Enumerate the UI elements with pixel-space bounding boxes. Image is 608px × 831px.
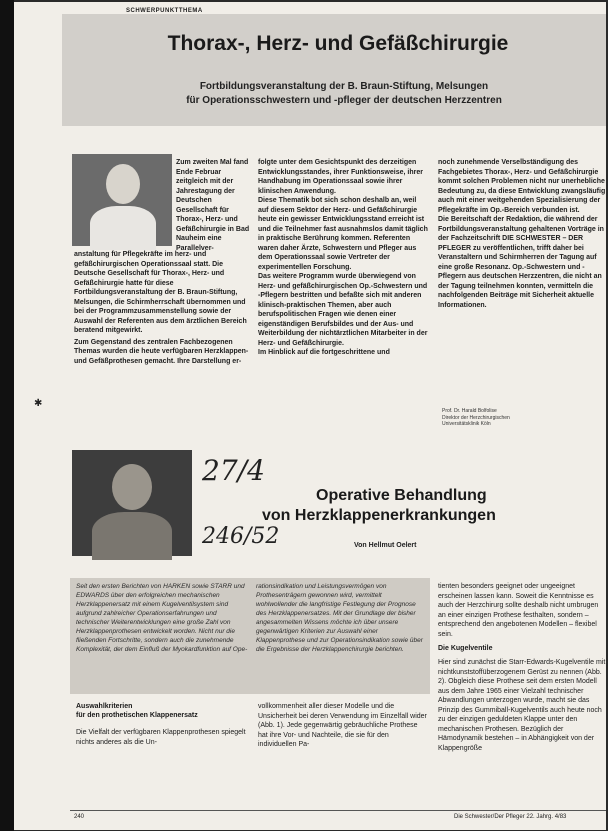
caption-name: Prof. Dr. Harald Bolfolise — [442, 408, 497, 414]
portrait-photo — [72, 154, 172, 246]
footer-rule — [70, 810, 606, 811]
selection-criteria-heading — [76, 702, 248, 720]
selection-column-1 — [76, 728, 248, 812]
intro-col1-text: anstaltung für Pflegekräfte im herz- und gefäßchirurgischen Operationssaal statt. Die Deutsche Gesellschaft für Thorax-, Herz- und Gefäßchirurgie hatte für diese Fortbildungsveranstaltung der B. Braun-Stiftung, Melsungen, die Schirmherrschaft übernommen und bei der Programmzusammenstellung sowie der Auswahl der Referenten aus dem ärztlichen Bereich beratend mitgewirkt. — [74, 251, 247, 334]
header-band — [62, 14, 606, 126]
selection-heading-line-1: Auswahlkriterien — [76, 703, 133, 710]
caption-institution: Universitätsklinik Köln — [442, 421, 491, 427]
page-subtitle — [124, 80, 564, 108]
article-byline: Von Hellmut Oelert — [354, 542, 417, 549]
intro-col2-p3: Das weitere Programm wurde überwiegend von Herz- und gefäßchirurgischen Op.-Schwestern und -Pflegern bestritten und befaßte sich mit anderen klinisch-praktischen Themen, aber auch berufspolitischen Fragen wie denen einer eigenständigen Berufsbildes und der Aus- und Weiterbildung der nichtärztlichen Mitarbeiter in der Herz- und Gefäßchirurgie. — [258, 273, 428, 347]
handwritten-number-top: 27/4 — [202, 454, 265, 487]
article-title-line-1: Operative Behandlung — [316, 487, 487, 504]
selection-column-2 — [258, 702, 428, 810]
portrait-caption — [442, 408, 592, 428]
portrait-body — [90, 206, 156, 250]
section-label: SCHWERPUNKTTHEMA — [126, 8, 203, 14]
intro-col1-p2: Zum Gegenstand des zentralen Fachbezogenen Themas wurden die heute verfügbaren Herzklappen- und Gefäßprothesen gemacht. Ihre Darstellung er- — [74, 338, 249, 365]
selection-col1-text: Die Vielfalt der verfügbaren Klappenprothesen spiegelt nichts anderes als die Un- — [76, 729, 246, 746]
selection-heading-line-2: für den prothetischen Klappenersatz — [76, 712, 198, 719]
abstract-col1-text: Seit den ersten Berichten von HARKEN sowie STARR und EDWARDS über den erfolgreichen mechanischen Herzklappenersatz mit einem Kugelventilsystem sind aufgrund zahlreicher Operationserfahrungen und technischer Weiterentwicklungen eine große Zahl von Herzklappenprothesen entwickelt worden. Nicht nur die fließenden Fortschritte, sondern auch die zunehmende Komplexität, der dem Einfluß der Myokardfunktion auf Ope- — [76, 583, 248, 653]
handwritten-number-bottom: 246/52 — [202, 524, 280, 549]
intro-column-3 — [438, 158, 606, 368]
article-column-3 — [438, 582, 606, 636]
author-head — [112, 464, 152, 510]
page-title: Thorax-, Herz- und Gefäßchirurgie — [167, 32, 509, 55]
page-number: 240 — [74, 814, 85, 820]
intro-col3-p2: Die Bereitschaft der Redaktion, die während der Fortbildungsveranstaltung gehaltenen Vorträge in der Fachzeitschrift DIE SCHWESTER – DER PFLEGER zu veröffentlichen, trifft daher bei Veranstaltern und Schirmherren der Tagung auf eine große Resonanz. Op.-Schwestern und -Pflegern aus deutschen Herzzentren, die nicht an der Tagung teilnehmen konnten, vermitteln die nachfolgenden Beiträge mit Sicherheit aktuelle Informationen. — [438, 216, 604, 309]
intro-col1-wrap-text: Zum zweiten Mal fand Ende Februar zeitgleich mit der Jahrestagung der Deutschen Gesellschaft für Thorax-, Herz- und Gefäßchirurgie in Bad Nauheim eine Parallelver- — [176, 159, 250, 252]
abstract-column-2 — [256, 582, 424, 690]
kugelventile-heading: Die Kugelventile — [438, 645, 493, 652]
document-page — [14, 2, 606, 830]
intro-column-2 — [258, 158, 428, 434]
abstract-column-1 — [76, 582, 248, 690]
intro-column-1 — [74, 250, 250, 430]
abstract-col2-text: rationsindikation und Leistungsvermögen von Prothesenträgern gewonnen wird, vermittelt wohlwollender die langfristige Festlegung der Prognose des Herzklappenersatzes. Mit der Grundlage der bisher angesammelten Wissens möchte ich über unsere gegenwärtigen Kriterien zur Auswahl einer Klappenprothese und zur Operationsindikation sowie über die Ergebnisse der Herzklappenchirurgie berichten. — [256, 583, 423, 653]
subtitle-line-2: für Operationsschwestern und -pfleger der deutschen Herzzentren — [186, 95, 502, 106]
pin-mark-icon: ✱ — [34, 398, 43, 409]
portrait-head — [106, 164, 140, 204]
intro-col2-p2: Diese Thematik bot sich schon deshalb an, weil auf diesem Sektor der Herz- und Gefäßchirurgie heute ein gewisser Entwicklungsstand erreicht ist und die Teilnehmer fast ausnahmslos damit täglich in praktische Berührung kommen. Referenten waren daher Ärzte, Schwestern und Pfleger aus dem Operationssaal sowie Vertreter der experimentellen Forschung. — [258, 197, 428, 271]
author-body — [92, 512, 172, 560]
article-title-line-2: von Herzklappenerkrankungen — [262, 507, 496, 524]
caption-role: Direktor der Herzchirurgischen — [442, 414, 510, 421]
article-title — [262, 486, 592, 526]
journal-reference: Die Schwester/Der Pfleger 22. Jahrg. 4/83 — [454, 814, 567, 820]
article-column-3-cont — [438, 658, 606, 810]
intro-column-1-wrap — [176, 158, 250, 252]
author-photo — [72, 450, 192, 556]
article-col3-p2: Hier sind zunächst die Starr-Edwards-Kugelventile mit nichtkunststoffüberzogenem Gerüst zu nennen (Abb. 2). Obgleich diese Prothese seit dem ersten Modell aus dem Jahre 1965 einer Vielzahl technischer Abwandlungen unterzogen wurde, macht sie das Prinzip des Gummiball-Kugelventils auch heute noch zu der einzigen geduldeten Klappe unter den mechanischen Prothesen. Bezüglich der Hämodynamik bestehen – in Abhängigkeit von der Klappengröße — [438, 659, 606, 752]
article-col3-p1: tienten besonders geeignet oder ungeeignet erscheinen lassen kann. Soweit die Kenntnisse es auch der Herzchirurg sollte deshalb nicht umbrugen an einer einzigen Prothese festhalten, sondern – entsprechend den angebotenen Modellen – flexibel sein. — [438, 583, 599, 638]
book-spine — [0, 0, 14, 831]
intro-col2-p4: Im Hinblick auf die fortgeschrittene und — [258, 349, 390, 356]
subtitle-line-1: Fortbildungsveranstaltung der B. Braun-Stiftung, Melsungen — [199, 81, 489, 92]
selection-col2-text: vollkommenheit aller dieser Modelle und die Unsicherheit bei deren Verwendung im Einzelfall wider (Abb. 1). Jede gegenwärtig gebräuchliche Prothese hat ihre Vor- und Nachteile, die sie für den individuellen Pa- — [258, 703, 427, 748]
intro-col3-p1: noch zunehmende Verselbständigung des Fachgebietes Thorax-, Herz- und Gefäßchirurgie kommt solchen Problemen nicht nur unerhebliche Bedeutung zu, da diese Entwicklung zwangsläufig auch mit einer weitgehenden Spezialisierung der Pflegekräfte im Op.-Bereich verbunden ist. — [438, 159, 606, 214]
intro-col2-p1: folgte unter dem Gesichtspunkt des derzeitigen Entwicklungsstandes, ihrer Funktionsweise, ihrer Handhabung im Operationssaal sowie ihrer klinischen Anwendung. — [258, 159, 423, 195]
